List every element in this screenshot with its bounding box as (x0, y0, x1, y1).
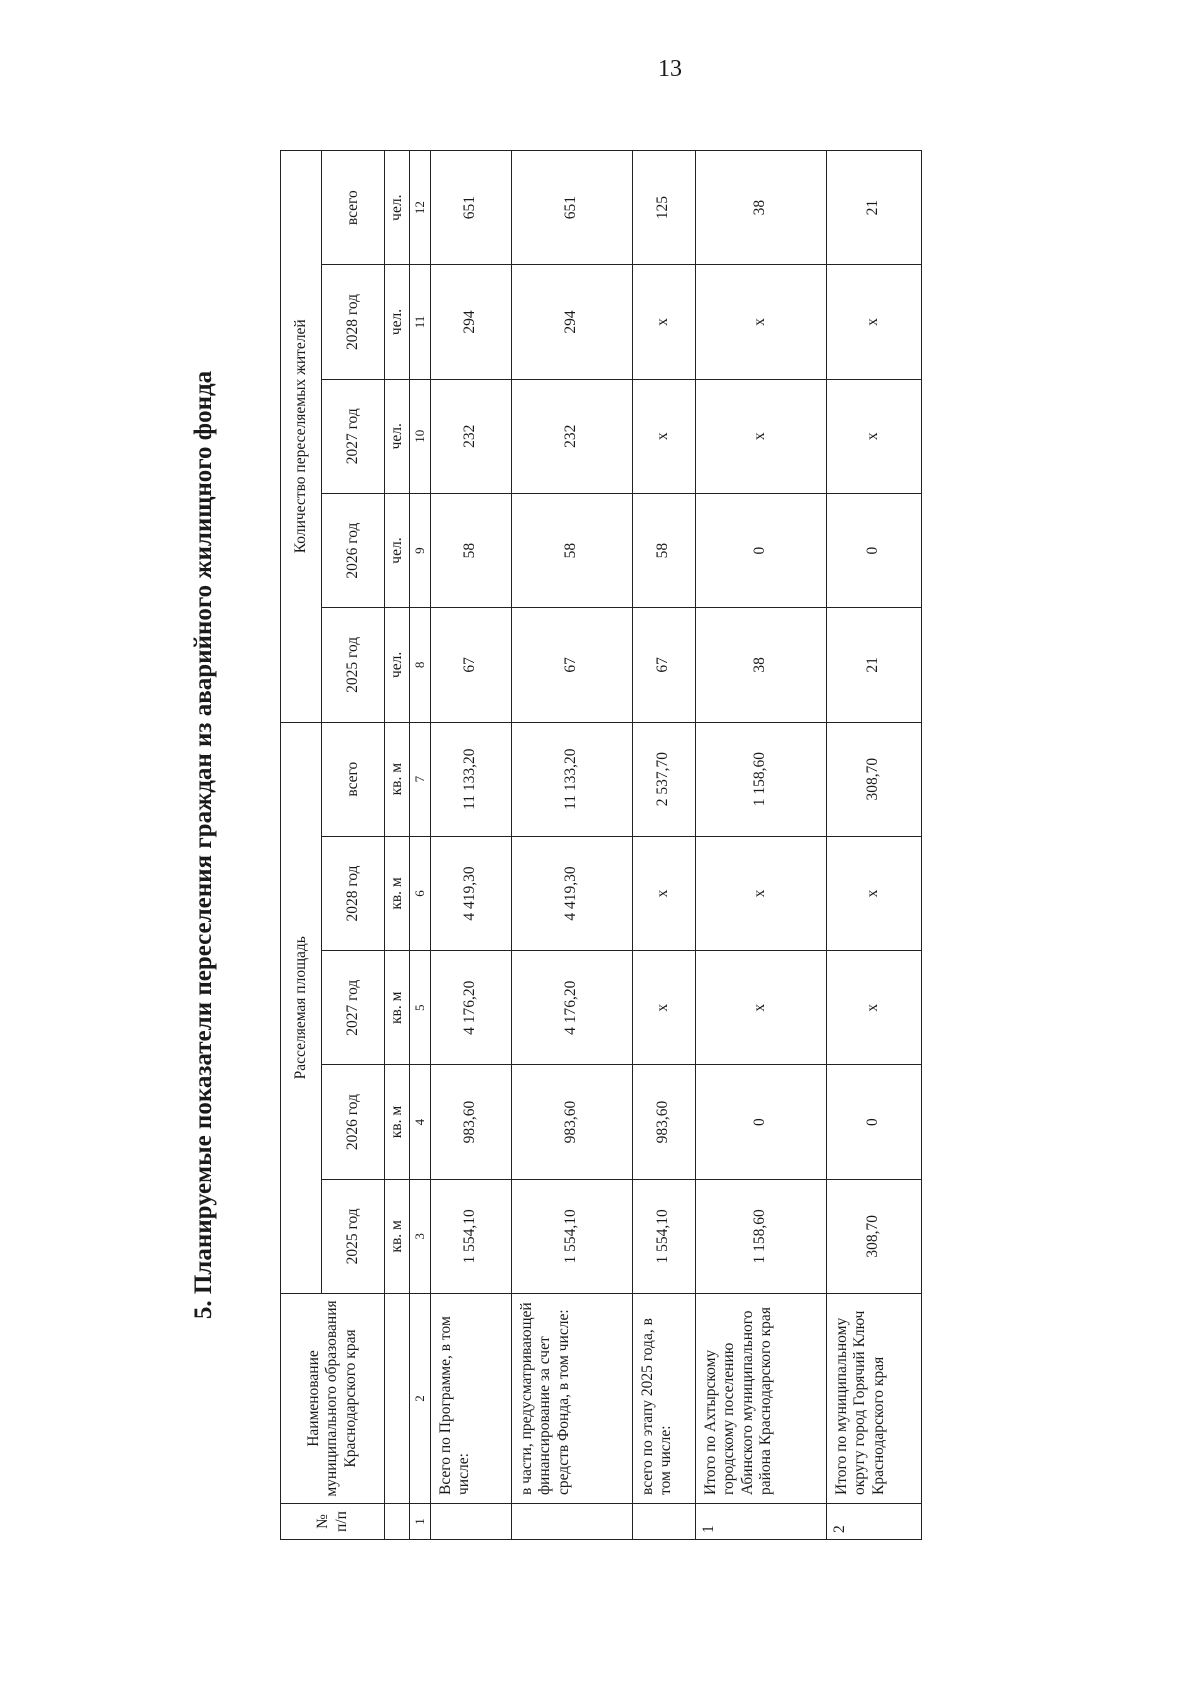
cell-value: 983,60 (430, 1065, 511, 1179)
header-year: 2027 год (322, 951, 385, 1065)
column-number: 11 (410, 265, 431, 379)
row-number (511, 1504, 632, 1540)
cell-value: 983,60 (511, 1065, 632, 1179)
cell-value: 67 (430, 608, 511, 722)
cell-value: х (826, 951, 921, 1065)
row-name: в части, предусматривающей финансирование за счет средств Фонда, в том числе: (511, 1294, 632, 1504)
row-name: Итого по Ахтырскому городскому поселению Абинского муниципального района Краснодарского края (695, 1294, 826, 1504)
header-unit: чел. (385, 379, 410, 493)
cell-value: 4 176,20 (430, 951, 511, 1065)
column-number: 10 (410, 379, 431, 493)
cell-value: х (826, 836, 921, 950)
cell-value: х (695, 836, 826, 950)
cell-value: х (826, 379, 921, 493)
page-number: 13 (658, 56, 682, 82)
row-number (632, 1504, 695, 1540)
cell-value: х (695, 951, 826, 1065)
header-year: 2026 год (322, 1065, 385, 1179)
header-unit: чел. (385, 493, 410, 607)
column-number: 2 (410, 1294, 431, 1504)
cell-value: 11 133,20 (430, 722, 511, 836)
header-unit: кв. м (385, 722, 410, 836)
cell-value: х (826, 265, 921, 379)
column-number: 12 (410, 151, 431, 265)
cell-value: 38 (695, 608, 826, 722)
cell-value: 232 (430, 379, 511, 493)
cell-value: 651 (430, 151, 511, 265)
cell-value: 0 (826, 1065, 921, 1179)
cell-value: х (632, 951, 695, 1065)
header-unit: чел. (385, 151, 410, 265)
cell-value: 0 (826, 493, 921, 607)
rotated-content (180, 110, 980, 1580)
row-name: Всего по Программе, в том числе: (430, 1294, 511, 1504)
cell-value: 308,70 (826, 1179, 921, 1293)
cell-value: 651 (511, 151, 632, 265)
header-unit-empty (385, 1504, 410, 1540)
cell-value: 983,60 (632, 1065, 695, 1179)
header-name: Наименование муниципального образования Краснодарского края (281, 1294, 385, 1504)
column-number: 6 (410, 836, 431, 950)
row-name: всего по этапу 2025 года, в том числе: (632, 1294, 695, 1504)
cell-value: 58 (430, 493, 511, 607)
cell-value: х (632, 265, 695, 379)
cell-value: 308,70 (826, 722, 921, 836)
column-number: 1 (410, 1504, 431, 1540)
column-number: 7 (410, 722, 431, 836)
header-unit: кв. м (385, 1179, 410, 1293)
header-unit-empty (385, 1294, 410, 1504)
cell-value: 58 (511, 493, 632, 607)
cell-value: 58 (632, 493, 695, 607)
header-year: 2025 год (322, 608, 385, 722)
table-row (826, 151, 921, 1540)
page-title: 5. Планируемые показатели переселения граждан из аварийного жилищного фонда (190, 370, 217, 1320)
header-year: всего (322, 151, 385, 265)
column-number: 3 (410, 1179, 431, 1293)
cell-value: 0 (695, 1065, 826, 1179)
table-row (430, 151, 511, 1540)
header-unit: кв. м (385, 1065, 410, 1179)
cell-value: 125 (632, 151, 695, 265)
cell-value: 67 (632, 608, 695, 722)
cell-value: 1 158,60 (695, 722, 826, 836)
cell-value: х (695, 265, 826, 379)
cell-value: 294 (430, 265, 511, 379)
header-year: всего (322, 722, 385, 836)
header-unit: кв. м (385, 951, 410, 1065)
column-number: 5 (410, 951, 431, 1065)
cell-value: 232 (511, 379, 632, 493)
cell-value: х (695, 379, 826, 493)
row-number: 1 (695, 1504, 826, 1540)
cell-value: 21 (826, 608, 921, 722)
cell-value: 1 554,10 (632, 1179, 695, 1293)
cell-value: 38 (695, 151, 826, 265)
row-number (430, 1504, 511, 1540)
header-people-group: Количество переселяемых жителей (281, 151, 322, 723)
cell-value: 21 (826, 151, 921, 265)
cell-value: 4 176,20 (511, 951, 632, 1065)
table-row (511, 151, 632, 1540)
header-unit: кв. м (385, 836, 410, 950)
header-year: 2027 год (322, 379, 385, 493)
table-row (632, 151, 695, 1540)
row-number: 2 (826, 1504, 921, 1540)
header-area-group: Расселяемая площадь (281, 722, 322, 1293)
cell-value: 2 537,70 (632, 722, 695, 836)
cell-value: 4 419,30 (511, 836, 632, 950)
cell-value: 67 (511, 608, 632, 722)
row-name: Итого по муниципальному округу город Горячий Ключ Краснодарского края (826, 1294, 921, 1504)
cell-value: 1 158,60 (695, 1179, 826, 1293)
cell-value: 1 554,10 (430, 1179, 511, 1293)
header-year: 2025 год (322, 1179, 385, 1293)
header-year: 2028 год (322, 265, 385, 379)
header-unit: чел. (385, 265, 410, 379)
header-year: 2026 год (322, 493, 385, 607)
column-number: 4 (410, 1065, 431, 1179)
resettlement-table (280, 150, 922, 1540)
table-row (695, 151, 826, 1540)
cell-value: 0 (695, 493, 826, 607)
cell-value: 1 554,10 (511, 1179, 632, 1293)
header-unit: чел. (385, 608, 410, 722)
cell-value: 294 (511, 265, 632, 379)
header-year: 2028 год (322, 836, 385, 950)
column-number: 8 (410, 608, 431, 722)
cell-value: 11 133,20 (511, 722, 632, 836)
cell-value: х (632, 836, 695, 950)
column-number: 9 (410, 493, 431, 607)
cell-value: х (632, 379, 695, 493)
cell-value: 4 419,30 (430, 836, 511, 950)
header-num: № п/п (281, 1504, 385, 1540)
